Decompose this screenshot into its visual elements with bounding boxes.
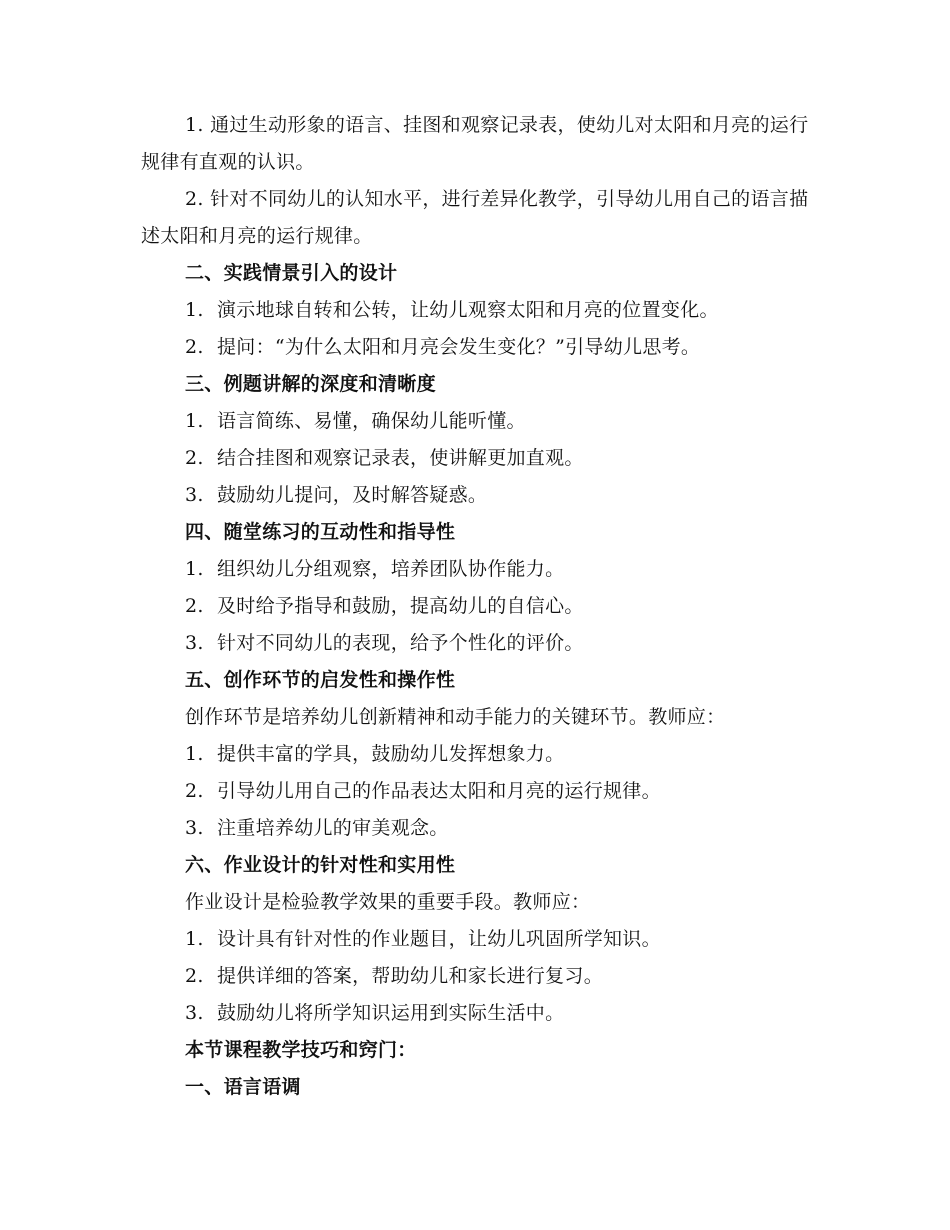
- list-item-text: 提供丰富的学具，鼓励幼儿发挥想象力。: [217, 743, 565, 765]
- list-item-number: 2.: [185, 447, 204, 469]
- list-item-number: 3.: [185, 484, 204, 506]
- list-item-text: 组织幼儿分组观察，培养团队协作能力。: [217, 558, 565, 580]
- list-item-text: 及时给予指导和鼓励，提高幼儿的自信心。: [217, 595, 584, 617]
- list-item-text: 鼓励幼儿将所学知识运用到实际生活中。: [217, 1002, 565, 1024]
- section-heading-5: 五、创作环节的启发性和操作性: [185, 669, 456, 691]
- list-item-text: 设计具有针对性的作业题目，让幼儿巩固所学知识。: [217, 928, 661, 950]
- list-item-number: 1.: [185, 410, 204, 432]
- list-item: [141, 551, 811, 588]
- list-item: [141, 958, 811, 995]
- list-item-number: 2.: [185, 336, 204, 358]
- section-heading-4: 四、随堂练习的互动性和指导性: [185, 521, 456, 543]
- list-item: [141, 773, 811, 810]
- section-heading-tone: 一、语言语调: [185, 1076, 301, 1098]
- list-item: [141, 477, 811, 514]
- section-heading-6: 六、作业设计的针对性和实用性: [185, 854, 456, 876]
- list-item-number: 3.: [185, 1002, 204, 1024]
- list-item-text: 鼓励幼儿提问，及时解答疑惑。: [217, 484, 488, 506]
- list-item-number: 1.: [185, 928, 204, 950]
- list-item: [141, 329, 811, 366]
- list-item-number: 2.: [185, 965, 204, 987]
- list-item-text: 结合挂图和观察记录表，使讲解更加直观。: [217, 447, 584, 469]
- list-item-text: 提供详细的答案，帮助幼儿和家长进行复习。: [217, 965, 604, 987]
- list-item: [141, 736, 811, 773]
- list-item-number: 3.: [185, 632, 204, 654]
- list-item-number: 1.: [185, 743, 204, 765]
- list-item: [141, 921, 811, 958]
- paragraph-objective-1: 1. 通过生动形象的语言、挂图和观察记录表，使幼儿对太阳和月亮的运行规律有直观的认识。: [141, 114, 809, 173]
- list-item-number: 2.: [185, 595, 204, 617]
- list-item-number: 1.: [185, 299, 204, 321]
- list-item-text: 语言简练、易懂，确保幼儿能听懂。: [217, 410, 526, 432]
- list-item: [141, 625, 811, 662]
- list-item-text: 注重培养幼儿的审美观念。: [217, 817, 449, 839]
- document-body: [141, 107, 811, 1106]
- section-intro-text: 作业设计是检验教学效果的重要手段。教师应：: [185, 891, 591, 913]
- list-item-text: 针对不同幼儿的表现，给予个性化的评价。: [217, 632, 584, 654]
- list-item-number: 1.: [185, 558, 204, 580]
- section-intro-text: 创作环节是培养幼儿创新精神和动手能力的关键环节。教师应：: [185, 706, 726, 728]
- section-heading-2: 二、实践情景引入的设计: [185, 262, 398, 284]
- list-item: [141, 810, 811, 847]
- list-item-number: 3.: [185, 817, 204, 839]
- list-item: [141, 440, 811, 477]
- list-item-text: 演示地球自转和公转，让幼儿观察太阳和月亮的位置变化。: [217, 299, 719, 321]
- section-heading-tips: 本节课程教学技巧和窍门：: [185, 1039, 417, 1061]
- list-item-text: 提问：“为什么太阳和月亮会发生变化？”引导幼儿思考。: [217, 336, 701, 358]
- list-item: [141, 995, 811, 1032]
- list-item-number: 2.: [185, 780, 204, 802]
- list-item: [141, 292, 811, 329]
- list-item: [141, 588, 811, 625]
- list-item-text: 引导幼儿用自己的作品表达太阳和月亮的运行规律。: [217, 780, 661, 802]
- paragraph-objective-2: 2. 针对不同幼儿的认知水平，进行差异化教学，引导幼儿用自己的语言描述太阳和月亮的运行规律。: [141, 188, 809, 247]
- list-item: [141, 403, 811, 440]
- section-heading-3: 三、例题讲解的深度和清晰度: [185, 373, 436, 395]
